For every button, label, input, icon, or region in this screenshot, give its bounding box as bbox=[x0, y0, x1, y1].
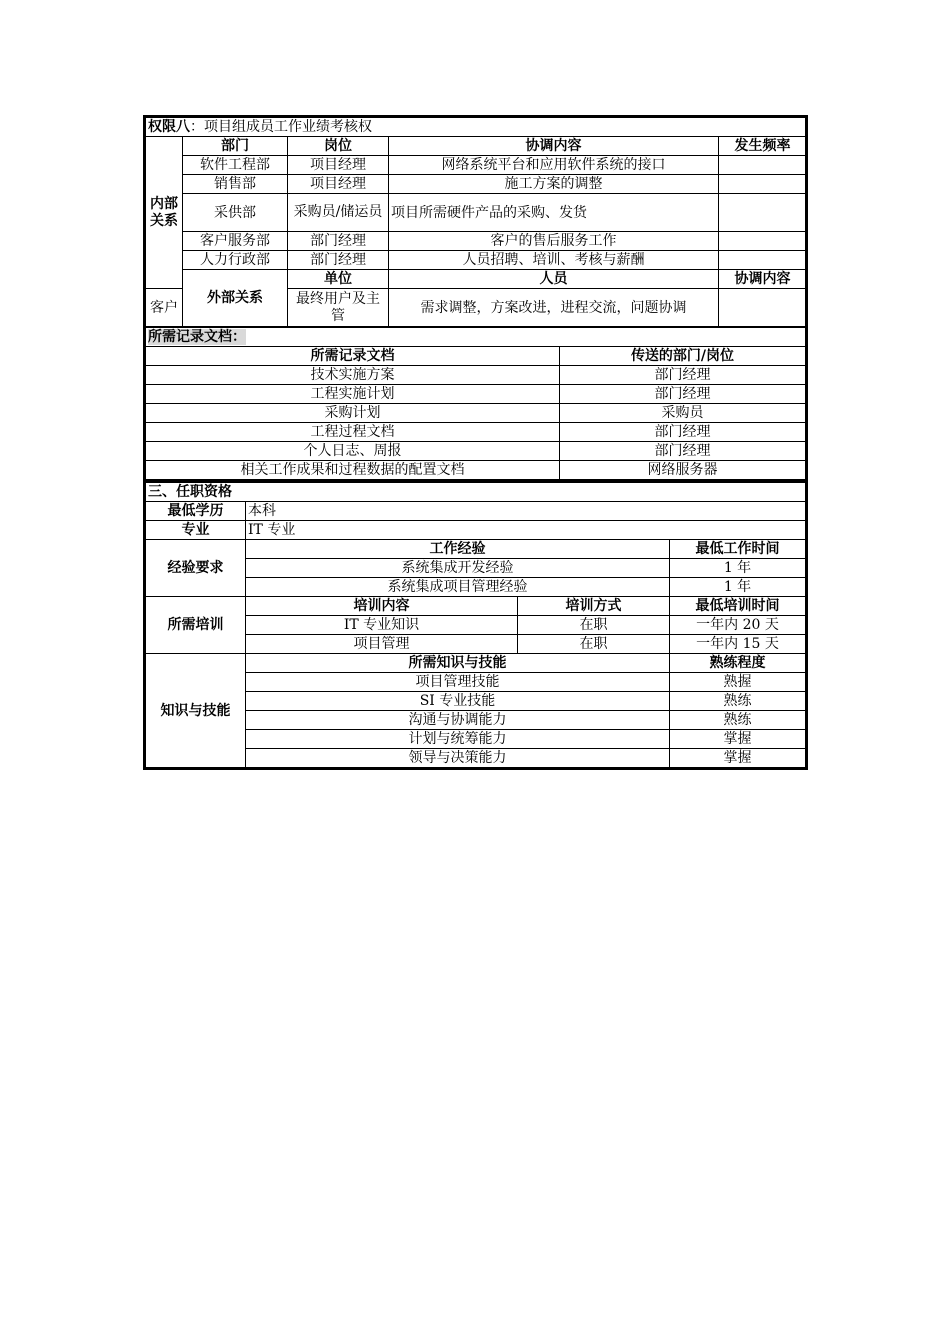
header-content: 协调内容 bbox=[389, 137, 719, 156]
cell-dept: 客户服务部 bbox=[183, 232, 288, 251]
header-training-content: 培训内容 bbox=[246, 597, 518, 616]
cell-time: 1 年 bbox=[670, 559, 807, 578]
table-row bbox=[145, 423, 807, 442]
cell-skill: 项目管理技能 bbox=[246, 673, 670, 692]
cell-training: 项目管理 bbox=[246, 635, 518, 654]
cell-mode: 在职 bbox=[518, 635, 670, 654]
cell-content: 客户的售后服务工作 bbox=[389, 232, 719, 251]
cell-dept: 销售部 bbox=[183, 175, 288, 194]
education-label: 最低学历 bbox=[145, 502, 246, 521]
cell-to: 部门经理 bbox=[560, 366, 807, 385]
table-row bbox=[145, 175, 807, 194]
cell-frequency bbox=[719, 289, 807, 327]
cell-post: 采购员/储运员 bbox=[288, 194, 389, 232]
skills-label: 知识与技能 bbox=[145, 654, 246, 769]
cell-dept: 人力行政部 bbox=[183, 251, 288, 270]
header-record-doc: 所需记录文档 bbox=[145, 347, 560, 366]
header-min-work-time: 最低工作时间 bbox=[670, 540, 807, 559]
cell-doc: 技术实施方案 bbox=[145, 366, 560, 385]
table-row bbox=[145, 251, 807, 270]
cell-to: 部门经理 bbox=[560, 385, 807, 404]
relations-table bbox=[143, 115, 808, 327]
cell-frequency bbox=[719, 175, 807, 194]
major-label: 专业 bbox=[145, 521, 246, 540]
header-record-to: 传送的部门/岗位 bbox=[560, 347, 807, 366]
authority-title: 权限八：项目组成员工作业绩考核权 bbox=[145, 117, 807, 137]
cell-level: 掌握 bbox=[670, 730, 807, 749]
table-row bbox=[145, 404, 807, 423]
cell-doc: 工程过程文档 bbox=[145, 423, 560, 442]
cell-experience: 系统集成项目管理经验 bbox=[246, 578, 670, 597]
training-label: 所需培训 bbox=[145, 597, 246, 654]
cell-frequency bbox=[719, 251, 807, 270]
job-description-document bbox=[143, 115, 808, 770]
cell-skill: SI 专业技能 bbox=[246, 692, 670, 711]
header-content: 协调内容 bbox=[719, 270, 807, 289]
cell-post: 项目经理 bbox=[288, 156, 389, 175]
cell-content: 网络系统平台和应用软件系统的接口 bbox=[389, 156, 719, 175]
header-unit: 单位 bbox=[288, 270, 389, 289]
cell-training: IT 专业知识 bbox=[246, 616, 518, 635]
cell-doc: 个人日志、周报 bbox=[145, 442, 560, 461]
cell-level: 熟练 bbox=[670, 692, 807, 711]
records-table bbox=[143, 327, 808, 480]
cell-content: 项目所需硬件产品的采购、发货 bbox=[389, 194, 719, 232]
qualifications-table bbox=[143, 480, 808, 770]
table-row bbox=[145, 366, 807, 385]
major-value: IT 专业 bbox=[246, 521, 807, 540]
header-proficiency: 熟练程度 bbox=[670, 654, 807, 673]
cell-frequency bbox=[719, 194, 807, 232]
cell-frequency bbox=[719, 156, 807, 175]
cell-unit: 客户 bbox=[145, 289, 183, 327]
cell-skill: 计划与统筹能力 bbox=[246, 730, 670, 749]
header-training-mode: 培训方式 bbox=[518, 597, 670, 616]
header-post: 岗位 bbox=[288, 137, 389, 156]
cell-doc: 工程实施计划 bbox=[145, 385, 560, 404]
header-skills: 所需知识与技能 bbox=[246, 654, 670, 673]
cell-doc: 相关工作成果和过程数据的配置文档 bbox=[145, 461, 560, 480]
table-row bbox=[145, 442, 807, 461]
cell-frequency bbox=[719, 232, 807, 251]
cell-level: 掌握 bbox=[670, 749, 807, 769]
header-min-training-time: 最低培训时间 bbox=[670, 597, 807, 616]
cell-mode: 在职 bbox=[518, 616, 670, 635]
cell-content: 人员招聘、培训、考核与薪酬 bbox=[389, 251, 719, 270]
cell-time: 1 年 bbox=[670, 578, 807, 597]
cell-content: 需求调整，方案改进，进程交流，问题协调 bbox=[389, 289, 719, 327]
cell-experience: 系统集成开发经验 bbox=[246, 559, 670, 578]
header-frequency: 发生频率 bbox=[719, 137, 807, 156]
external-relations-label: 外部关系 bbox=[183, 270, 288, 327]
internal-relations-label: 内部关系 bbox=[145, 137, 183, 289]
cell-level: 熟握 bbox=[670, 673, 807, 692]
cell-to: 网络服务器 bbox=[560, 461, 807, 480]
table-row bbox=[145, 156, 807, 175]
cell-time: 一年内 20 天 bbox=[670, 616, 807, 635]
cell-person: 最终用户及主管 bbox=[288, 289, 389, 327]
cell-doc: 采购计划 bbox=[145, 404, 560, 423]
education-value: 本科 bbox=[246, 502, 807, 521]
cell-time: 一年内 15 天 bbox=[670, 635, 807, 654]
records-title: 所需记录文档： bbox=[145, 328, 807, 347]
cell-skill: 沟通与协调能力 bbox=[246, 711, 670, 730]
cell-dept: 采供部 bbox=[183, 194, 288, 232]
table-row bbox=[145, 385, 807, 404]
header-experience: 工作经验 bbox=[246, 540, 670, 559]
cell-to: 采购员 bbox=[560, 404, 807, 423]
cell-content: 施工方案的调整 bbox=[389, 175, 719, 194]
table-row bbox=[145, 232, 807, 251]
cell-level: 熟练 bbox=[670, 711, 807, 730]
cell-post: 部门经理 bbox=[288, 251, 389, 270]
cell-to: 部门经理 bbox=[560, 423, 807, 442]
qualifications-title: 三、任职资格 bbox=[145, 482, 807, 502]
header-person: 人员 bbox=[389, 270, 719, 289]
header-dept: 部门 bbox=[183, 137, 288, 156]
cell-post: 部门经理 bbox=[288, 232, 389, 251]
cell-post: 项目经理 bbox=[288, 175, 389, 194]
table-row bbox=[145, 461, 807, 480]
cell-skill: 领导与决策能力 bbox=[246, 749, 670, 769]
cell-to: 部门经理 bbox=[560, 442, 807, 461]
table-row bbox=[145, 194, 807, 232]
experience-label: 经验要求 bbox=[145, 540, 246, 597]
cell-dept: 软件工程部 bbox=[183, 156, 288, 175]
